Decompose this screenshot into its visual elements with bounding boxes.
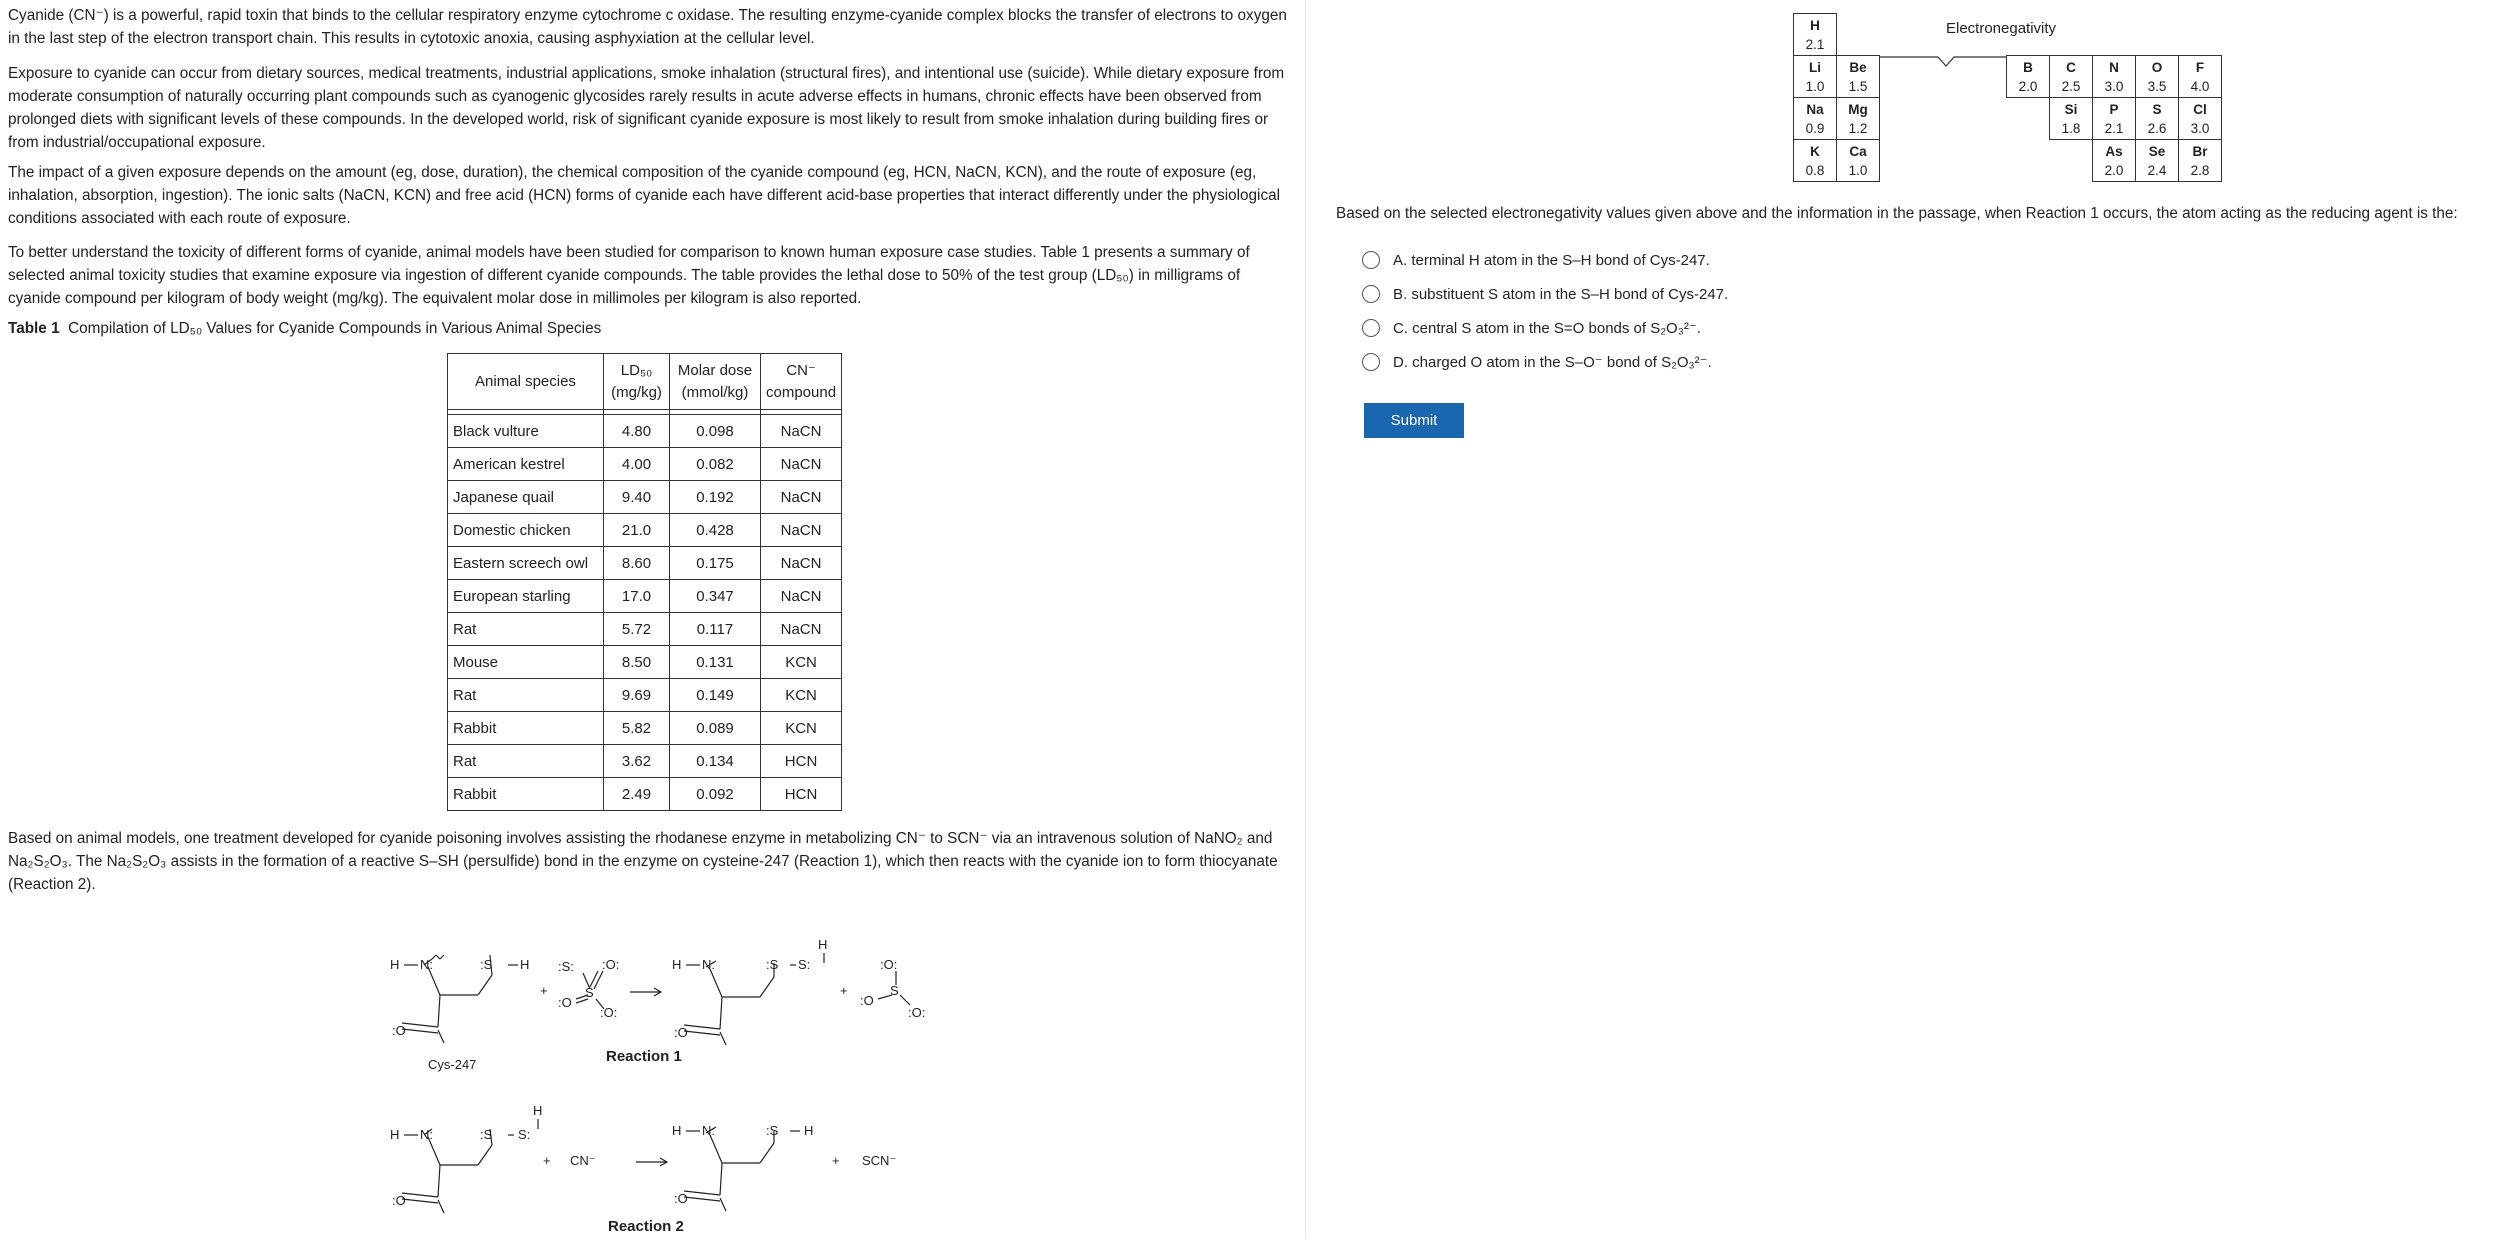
table-cell-compound: KCN [761,679,842,712]
svg-text:H: H [390,957,400,972]
answer-option-label: B. substituent S atom in the S–H bond of Cys-247. [1393,285,1729,303]
en-value-f: 4.0 [2190,78,2210,94]
cyanide-label: CN⁻ [570,1153,596,1168]
svg-text:H: H [818,937,828,952]
en-cell-ca: Ca 1.0 [1837,140,1880,182]
svg-text:H: H [672,1123,682,1138]
table-cell-species: Eastern screech owl [448,547,604,580]
table-row [448,547,842,580]
submit-button[interactable]: Submit [1364,403,1464,438]
en-value-ca: 1.0 [1848,162,1868,178]
ld50-table-body [448,410,842,811]
passage-paragraph-1: Cyanide (CN⁻) is a powerful, rapid toxin that binds to the cellular respiratory enzyme cytochrome c oxidase. The resulting enzyme-cyanide complex blocks the transfer of electrons to oxygen in the last step of the electron transport chain. This results in cytotoxic anoxia, causing asphyxiation at the cellular level. [8,7,1287,47]
table-cell-compound: NaCN [761,580,842,613]
en-cell-s: S 2.6 [2136,98,2179,140]
table-cell-compound: HCN [761,745,842,778]
svg-text:+: + [540,983,548,998]
answer-option-d[interactable] [1362,353,1712,371]
electronegativity-title: Electronegativity [1946,20,2057,37]
table-caption-text: Compilation of LD₅₀ Values for Cyanide Compounds in Various Animal Species [68,320,602,337]
table-cell-species: American kestrel [448,448,604,481]
en-value-be: 1.5 [1848,78,1868,94]
svg-text::O: :O [674,1025,688,1040]
answer-option-label: D. charged O atom in the S–O⁻ bond of S₂O₃²⁻. [1393,354,1712,371]
table-cell-ld50: 4.80 [604,415,670,448]
en-value-as: 2.0 [2104,162,2124,178]
svg-text::S: :S [766,1123,779,1138]
svg-text:+: + [543,1153,551,1168]
table-cell-ld50: 21.0 [604,514,670,547]
en-value-se: 2.4 [2147,162,2167,178]
table-cell-compound: NaCN [761,448,842,481]
svg-text:S: S [890,983,899,998]
radio-button-icon[interactable] [1362,319,1380,337]
table-cell-compound: NaCN [761,481,842,514]
svg-text::S: :S [766,957,779,972]
en-value-c: 2.5 [2061,78,2081,94]
thiocyanate-label: SCN⁻ [862,1153,897,1168]
table-caption [8,320,601,338]
table-cell-ld50: 9.69 [604,679,670,712]
table-cell-ld50: 5.72 [604,613,670,646]
table-cell-ld50: 8.50 [604,646,670,679]
table-cell-molar-dose: 0.175 [670,547,761,580]
en-cell-cl: Cl 3.0 [2179,98,2222,140]
svg-text::O:: :O: [602,957,620,972]
electronegativity-table [1793,13,2222,182]
table-cell-molar-dose: 0.089 [670,712,761,745]
passage-paragraph-4: To better understand the toxicity of different forms of cyanide, animal models have been studied for comparison to known human exposure case studies. Table 1 presents a summary of selected animal toxicity studies that examine exposure via ingestion of different cyanide compounds. The table provides the lethal dose to 50% of the test group (LD₅₀) in milligrams of cyanide compound per kilogram of body weight (mg/kg). The equivalent molar dose in millimoles per kilogram is also reported. [8,244,1250,307]
table-cell-compound: NaCN [761,415,842,448]
table-cell-species: Domestic chicken [448,514,604,547]
molar-label: Molar dose [677,361,753,379]
svg-text::O: :O [674,1191,688,1206]
svg-text:H: H [804,1123,814,1138]
table-row [448,613,842,646]
compound-label: compound [766,383,837,401]
en-value-s: 2.6 [2147,120,2167,136]
table-cell-molar-dose: 0.131 [670,646,761,679]
reaction-2-diagram [380,1105,940,1239]
en-cell-se: Se 2.4 [2136,140,2179,182]
en-cell-c: C 2.5 [2050,56,2093,98]
table-cell-compound: HCN [761,778,842,811]
svg-text:S:: S: [798,957,811,972]
cys-247-label: Cys-247 [428,1057,477,1072]
table-cell-compound: KCN [761,646,842,679]
table-cell-species: Rat [448,679,604,712]
en-cell-h: H 2.1 [1794,14,1837,56]
table-cell-ld50: 8.60 [604,547,670,580]
en-break-mark [1880,56,1923,98]
svg-text::O:: :O: [600,1005,618,1020]
reaction-1-diagram [380,935,940,1075]
table-cell-compound: NaCN [761,547,842,580]
col-header-molar [670,354,761,410]
break-line-icon [1880,54,2006,70]
svg-text:H: H [520,957,530,972]
answer-option-label: C. central S atom in the S=O bonds of S₂O₃²⁻. [1393,320,1701,337]
en-cell-b: B 2.0 [2007,56,2050,98]
table-cell-ld50: 4.00 [604,448,670,481]
answer-option-a[interactable] [1362,251,1710,269]
svg-text:S:: S: [518,1127,531,1142]
svg-text:+: + [840,983,848,998]
table-cell-molar-dose: 0.117 [670,613,761,646]
table-cell-compound: KCN [761,712,842,745]
svg-text::O: :O [392,1193,406,1208]
svg-text::O: :O [558,995,572,1010]
en-cell-be: Be 1.5 [1837,56,1880,98]
table-cell-species: Rabbit [448,778,604,811]
table-row [448,745,842,778]
en-cell-si: Si 1.8 [2050,98,2093,140]
answer-option-c[interactable] [1362,319,1701,337]
table-cell-ld50: 5.82 [604,712,670,745]
svg-text:N:: N: [702,957,715,972]
svg-text:N:: N: [420,1127,433,1142]
en-cell-o: O 3.5 [2136,56,2179,98]
table-cell-species: Rabbit [448,712,604,745]
table-cell-species: Rat [448,745,604,778]
svg-text:N:: N: [702,1123,715,1138]
svg-text:H: H [390,1127,400,1142]
table-cell-species: Rat [448,613,604,646]
table-cell-compound: NaCN [761,613,842,646]
table-cell-ld50: 9.40 [604,481,670,514]
answer-option-label: A. terminal H atom in the S–H bond of Cys-247. [1393,251,1710,269]
svg-text::S: :S [480,1127,493,1142]
en-cell-mg: Mg 1.2 [1837,98,1880,140]
table-row [448,712,842,745]
en-value-br: 2.8 [2190,162,2210,178]
question-panel [1306,0,2516,1239]
table-cell-molar-dose: 0.134 [670,745,761,778]
svg-text:H: H [533,1105,543,1118]
table-row [448,679,842,712]
en-cell-na: Na 0.9 [1794,98,1837,140]
table-cell-ld50: 17.0 [604,580,670,613]
table-cell-species: Mouse [448,646,604,679]
table-cell-molar-dose: 0.082 [670,448,761,481]
en-cell-f: F 4.0 [2179,56,2222,98]
svg-text::O:: :O: [908,1005,926,1020]
table-row [448,778,842,811]
radio-button-icon[interactable] [1362,285,1380,303]
table-caption-label: Table 1 [8,320,60,337]
table-cell-molar-dose: 0.098 [670,415,761,448]
table-cell-ld50: 3.62 [604,745,670,778]
reaction-2-label: Reaction 2 [608,1218,684,1235]
table-row [448,415,842,448]
passage-paragraph-5: Based on animal models, one treatment developed for cyanide poisoning involves assisting the rhodanese enzyme in metabolizing CN⁻ to SCN⁻ via an intravenous solution of NaNO₂ and Na₂S₂O₃. The Na₂S₂O₃ assists in the formation of a reactive S–SH (persulfide) bond in the enzyme on cysteine-247 (Reaction 1), which then reacts with the cyanide ion to form thiocyanate (Reaction 2). [8,830,1278,893]
table-row [448,448,842,481]
table-cell-molar-dose: 0.149 [670,679,761,712]
table-row [448,514,842,547]
en-cell-br: Br 2.8 [2179,140,2222,182]
svg-text::S:: :S: [558,959,574,974]
table-cell-molar-dose: 0.428 [670,514,761,547]
en-cell-n: N 3.0 [2093,56,2136,98]
passage-paragraph-2: Exposure to cyanide can occur from dietary sources, medical treatments, industrial applications, smoke inhalation (structural fires), and intentional use (suicide). While dietary exposure from moderate consumption of naturally occurring plant compounds such as cyanogenic glycosides rarely results in acute adverse effects in humans, chronic effects have been observed from prolonged diets with significant levels of these compounds. In the developed world, risk of significant cyanide exposure is most likely to result from smoke inhalation during building fires or from industrial/occupational exposure. [8,65,1285,151]
table-cell-molar-dose: 0.192 [670,481,761,514]
table-cell-ld50: 2.49 [604,778,670,811]
en-value-si: 1.8 [2061,120,2081,136]
col-header-compound [761,354,842,410]
ld50-table [447,353,842,811]
en-cell-p: P 2.1 [2093,98,2136,140]
table-cell-compound: NaCN [761,514,842,547]
en-value-p: 2.1 [2104,120,2124,136]
table-cell-species: Japanese quail [448,481,604,514]
cn-label: CN⁻ [786,361,816,379]
svg-text::O: :O [860,993,874,1008]
ld50-unit: (mg/kg) [611,383,662,401]
svg-text:S: S [585,985,594,1000]
en-value-h: 2.1 [1805,36,1825,52]
table-cell-molar-dose: 0.092 [670,778,761,811]
en-value-li: 1.0 [1805,78,1825,94]
en-value-b: 2.0 [2018,78,2038,94]
svg-text:H: H [672,957,682,972]
svg-text::O: :O [392,1023,406,1038]
molar-unit: (mmol/kg) [681,383,749,401]
table-cell-molar-dose: 0.347 [670,580,761,613]
table-cell-species: European starling [448,580,604,613]
table-row [448,580,842,613]
en-cell-k: K 0.8 [1794,140,1837,182]
en-cell-as: As 2.0 [2093,140,2136,182]
ld50-label: LD₅₀ [620,361,653,379]
en-value-mg: 1.2 [1848,120,1868,136]
answer-option-b[interactable] [1362,285,1728,303]
svg-text:+: + [832,1153,840,1168]
table-cell-species: Black vulture [448,415,604,448]
en-value-n: 3.0 [2104,78,2124,94]
table-row [448,481,842,514]
table-row [448,646,842,679]
question-stem: Based on the selected electronegativity values given above and the information in the passage, when Reaction 1 occurs, the atom acting as the reducing agent is the: [1336,205,2458,222]
en-cell-li: Li 1.0 [1794,56,1837,98]
radio-button-icon[interactable] [1362,353,1380,371]
passage-paragraph-3: The impact of a given exposure depends on the amount (eg, dose, duration), the chemical composition of the cyanide compound (eg, HCN, NaCN, KCN), and the route of exposure (eg, inhalation, absorption, ingestion). The ionic salts (NaCN, KCN) and free acid (HCN) forms of cyanide each have different acid-base properties that interact differently under the physiological conditions associated with each route of exposure. [8,164,1281,227]
en-value-k: 0.8 [1805,162,1825,178]
en-value-o: 3.5 [2147,78,2167,94]
en-value-cl: 3.0 [2190,120,2210,136]
col-header-species: Animal species [448,354,604,410]
col-header-ld50 [604,354,670,410]
reaction-1-label: Reaction 1 [606,1048,682,1065]
svg-text::O:: :O: [880,957,898,972]
svg-text:N:: N: [420,957,433,972]
en-value-na: 0.9 [1805,120,1825,136]
radio-button-icon[interactable] [1362,251,1380,269]
svg-text::S: :S [480,957,493,972]
